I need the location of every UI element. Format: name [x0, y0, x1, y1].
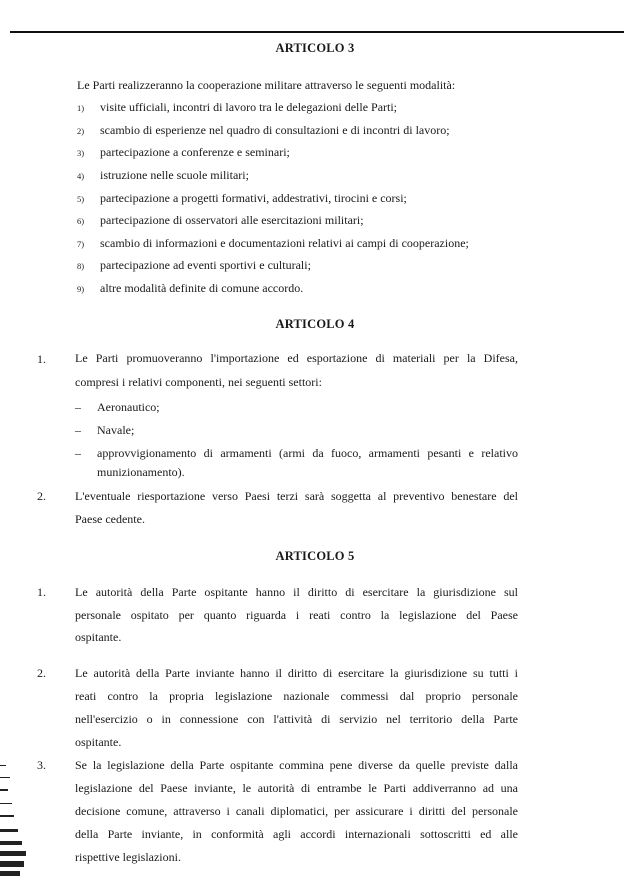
list-dash: –	[75, 423, 81, 437]
paragraph-line: ospitante.	[75, 735, 122, 749]
paragraph-line: Le autorità della Parte inviante hanno il diritto di esercitare la giurisdizione su tutti i	[75, 666, 518, 680]
list-item-number: 2)	[77, 126, 85, 136]
list-item-number: 8)	[77, 261, 85, 271]
paragraph-line: della Parte inviante, in conformità agli accordi internazionali sottoscritti ed alle	[75, 827, 518, 841]
list-item: partecipazione a conferenze e seminari;	[100, 145, 290, 159]
paragraph-number: 3.	[37, 758, 46, 772]
sector-item: Navale;	[97, 423, 135, 437]
paragraph-line: compresi i relativi componenti, nei seguenti settori:	[75, 375, 322, 389]
sector-item: munizionamento).	[97, 465, 185, 479]
paragraph-number: 1.	[37, 352, 46, 366]
list-dash: –	[75, 446, 81, 460]
list-dash: –	[75, 400, 81, 414]
paragraph-line: Le autorità della Parte ospitante hanno il diritto di esercitare la giurisdizione sul	[75, 585, 518, 599]
paragraph-number: 2.	[37, 489, 46, 503]
list-item-number: 4)	[77, 171, 85, 181]
paragraph-line: nell'esercizio o in connessione con l'attività di servizio nel territorio della Parte	[75, 712, 518, 726]
article-4-title: ARTICOLO 4	[275, 317, 355, 331]
paragraph-line: decisione comune, attraverso i canali diplomatici, per assicurare i diritti del personale	[75, 804, 518, 818]
sector-item: Aeronautico;	[97, 400, 160, 414]
paragraph-number: 1.	[37, 585, 46, 599]
paragraph-line: L'eventuale riesportazione verso Paesi terzi sarà soggetta al preventivo benestare del	[75, 489, 518, 503]
list-item-number: 7)	[77, 239, 85, 249]
article-3-title: ARTICOLO 3	[275, 41, 355, 55]
list-item: scambio di esperienze nel quadro di consultazioni e di incontri di lavoro;	[100, 123, 450, 137]
scan-artifact	[0, 745, 28, 885]
paragraph-line: legislazione del Paese inviante, le autorità di entrambe le Parti addiverranno ad una	[75, 781, 518, 795]
top-rule	[10, 31, 624, 33]
list-item: partecipazione ad eventi sportivi e culturali;	[100, 258, 311, 272]
list-item-number: 6)	[77, 216, 85, 226]
sector-item: approvvigionamento di armamenti (armi da fuoco, armamenti pesanti e relativo	[97, 446, 518, 460]
list-item-number: 1)	[77, 103, 85, 113]
paragraph-line: Paese cedente.	[75, 512, 145, 526]
paragraph-number: 2.	[37, 666, 46, 680]
paragraph-line: ospitante.	[75, 630, 122, 644]
list-item-number: 9)	[77, 284, 85, 294]
list-item: partecipazione a progetti formativi, addestrativi, tirocini e corsi;	[100, 191, 407, 205]
list-item: istruzione nelle scuole militari;	[100, 168, 249, 182]
list-item: visite ufficiali, incontri di lavoro tra le delegazioni delle Parti;	[100, 100, 398, 114]
list-item: altre modalità definite di comune accordo.	[100, 281, 304, 295]
paragraph-line: Se la legislazione della Parte ospitante commina pene diverse da quelle previste dalla	[75, 758, 518, 772]
paragraph-line: Le Parti promuoveranno l'importazione ed esportazione di materiali per la Difesa,	[75, 351, 518, 365]
list-item-number: 3)	[77, 148, 85, 158]
paragraph-line: reati contro la propria legislazione nazionale commessi dal proprio personale	[75, 689, 518, 703]
paragraph-line: rispettive legislazioni.	[75, 850, 181, 864]
list-item: scambio di informazioni e documentazioni relativi ai campi di cooperazione;	[100, 236, 469, 250]
paragraph-line: personale ospitato per quanto riguarda i reati contro la legislazione del Paese	[75, 608, 518, 622]
article-3-intro: Le Parti realizzeranno la cooperazione militare attraverso le seguenti modalità:	[77, 78, 456, 92]
article-5-title: ARTICOLO 5	[275, 549, 355, 563]
list-item: partecipazione di osservatori alle esercitazioni militari;	[100, 213, 364, 227]
list-item-number: 5)	[77, 194, 85, 204]
